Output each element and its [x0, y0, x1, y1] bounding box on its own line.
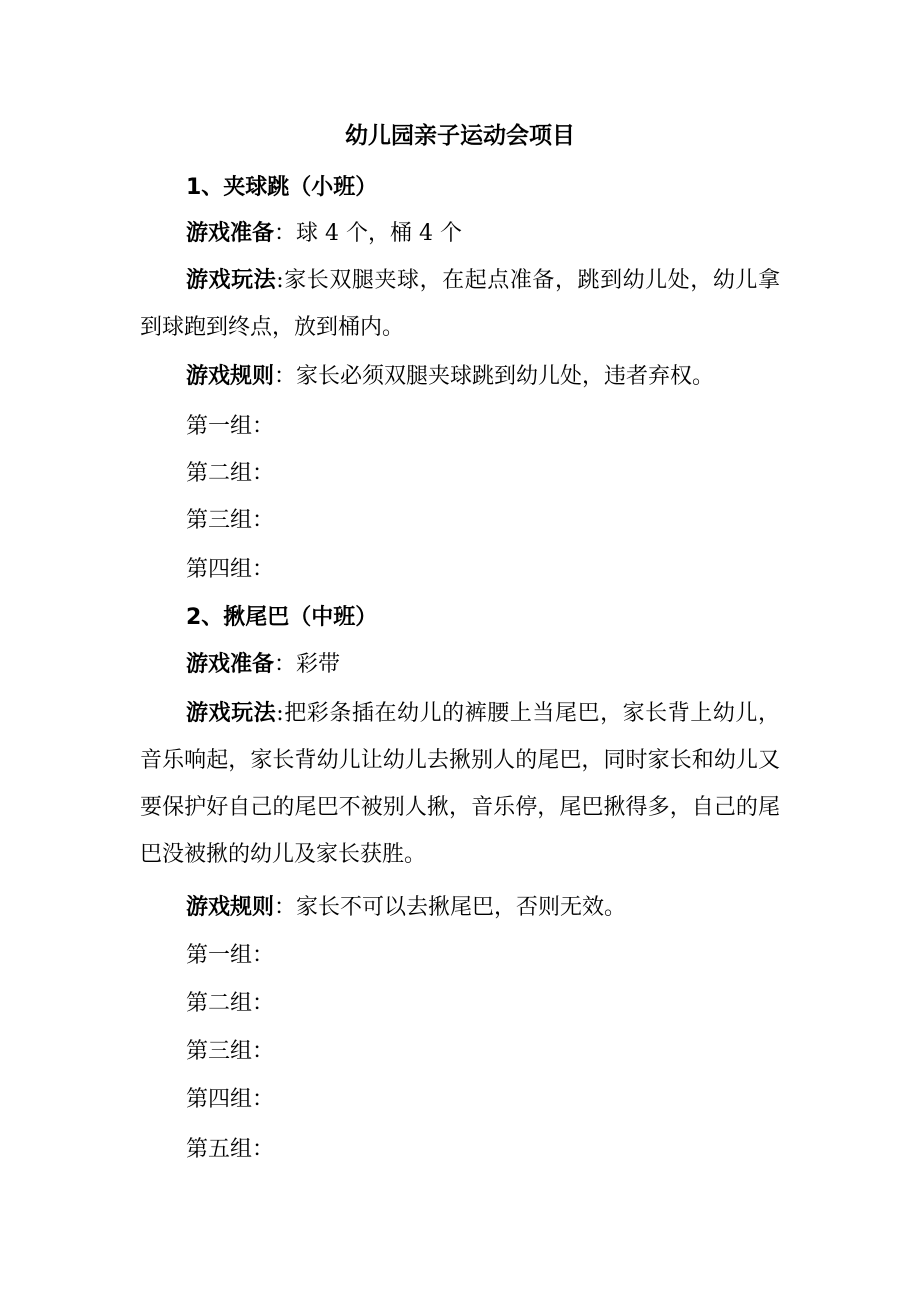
section-2-heading: 2、揪尾巴（中班） [186, 605, 378, 630]
document-title: 幼儿园亲子运动会项目 [345, 123, 575, 149]
section-1-group-1: 第一组： [186, 414, 275, 439]
section-1-rules-label: 游戏规则 [186, 364, 275, 389]
section-1-rules-text: ：家长必须双腿夹球跳到幼儿处，违者弃权。 [274, 364, 715, 389]
section-2-preparation-text: ：彩带 [274, 652, 341, 677]
section-2-rules-label: 游戏规则 [186, 895, 275, 920]
section-2-group-5: 第五组： [186, 1137, 275, 1162]
section-2-preparation [140, 641, 780, 688]
section-2-group-2: 第二组： [186, 991, 275, 1016]
section-1-gameplay-label: 游戏玩法 [186, 268, 277, 293]
section-2-gameplay-text: :把彩条插在幼儿的裤腰上当尾巴，家长背上幼儿，音乐响起，家长背幼儿让幼儿去揪别人的尾巴，同时家长和幼儿又要保护好自己的尾巴不被别人揪，音乐停，尾巴揪得多，自己的尾巴没被揪的幼儿及家长获胜。 [140, 701, 780, 867]
document-page [140, 0, 780, 1302]
section-2-group-4: 第四组： [186, 1087, 275, 1112]
section-2-gameplay [140, 690, 780, 878]
section-2-group-3: 第三组： [186, 1039, 275, 1064]
section-1-preparation-text: ：球 4 个，桶 4 个 [274, 221, 462, 246]
section-2-gameplay-label: 游戏玩法 [186, 701, 277, 726]
section-1-rules [140, 353, 780, 400]
section-2-rules [140, 884, 780, 931]
section-1-gameplay [140, 257, 780, 351]
section-1-group-3: 第三组： [186, 508, 275, 533]
section-1-heading: 1、夹球跳（小班） [186, 175, 378, 200]
section-1-preparation-label: 游戏准备 [186, 221, 275, 246]
section-2-preparation-label: 游戏准备 [186, 652, 275, 677]
section-1-preparation [140, 210, 780, 257]
section-1-gameplay-text: :家长双腿夹球，在起点准备，跳到幼儿处，幼儿拿到球跑到终点，放到桶内。 [140, 268, 780, 340]
section-2-group-1: 第一组： [186, 943, 275, 968]
section-2-rules-text: ：家长不可以去揪尾巴，否则无效。 [274, 895, 627, 920]
section-1-group-4: 第四组： [186, 557, 275, 582]
section-1-group-2: 第二组： [186, 461, 275, 486]
